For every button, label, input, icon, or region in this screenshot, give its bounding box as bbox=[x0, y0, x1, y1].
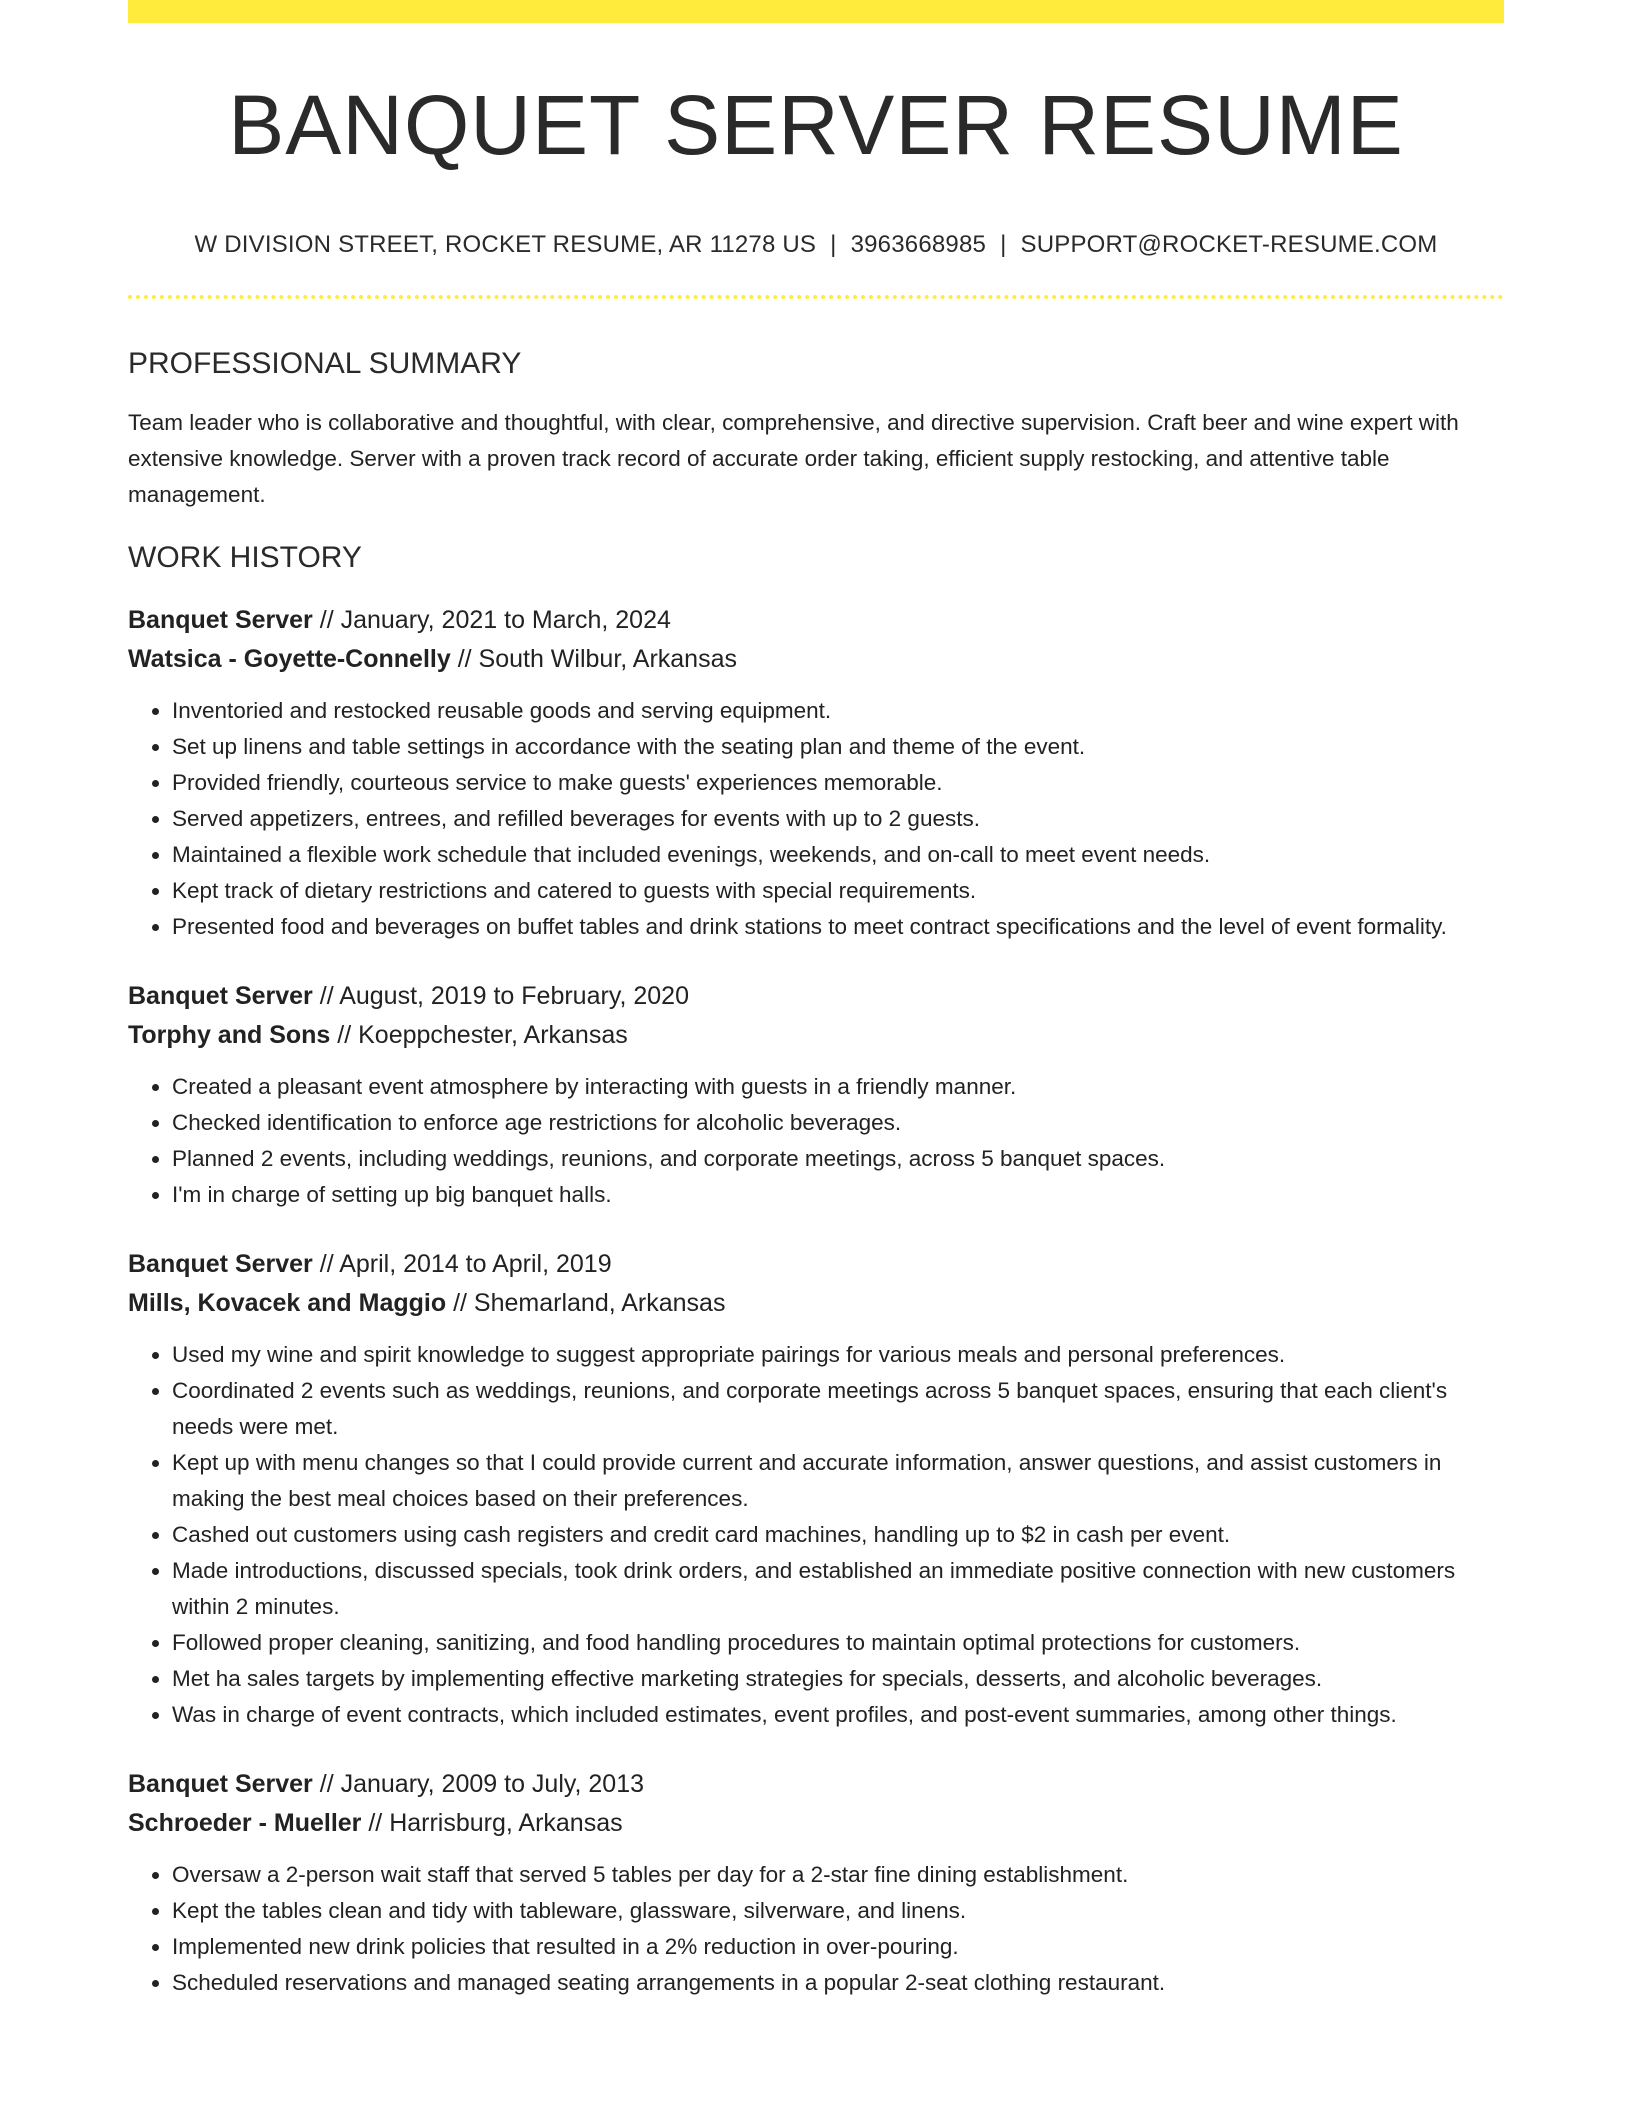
contact-phone: 3963668985 bbox=[850, 231, 987, 258]
accent-bar bbox=[128, 0, 1504, 23]
job-bullet: • Made introductions, discussed specials, took drink orders, and established an immediate positive connection with new customers within 2 minutes. bbox=[172, 1553, 1504, 1625]
job-title: Banquet Server bbox=[128, 982, 313, 1010]
job-bullet: • Kept track of dietary restrictions and catered to guests with special requirements. bbox=[172, 873, 1504, 909]
job-company-line bbox=[128, 640, 1504, 679]
job-title: Banquet Server bbox=[128, 606, 313, 634]
job-company: Watsica - Goyette-Connelly bbox=[128, 645, 451, 673]
job-company-line bbox=[128, 1016, 1504, 1055]
job-bullets bbox=[128, 1857, 1504, 2001]
job-location: // South Wilbur, Arkansas bbox=[450, 645, 737, 673]
job-bullet: • Inventoried and restocked reusable goods and serving equipment. bbox=[172, 693, 1504, 729]
job-bullet: • Presented food and beverages on buffet tables and drink stations to meet contract specifications and the level of event formality. bbox=[172, 909, 1504, 945]
job-bullets bbox=[128, 1069, 1504, 1213]
job-title-line bbox=[128, 1245, 1504, 1284]
job-title-line bbox=[128, 977, 1504, 1016]
job-dates: // January, 2009 to July, 2013 bbox=[312, 1770, 645, 1798]
resume-page bbox=[128, 0, 1504, 2001]
resume-title: BANQUET SERVER RESUME bbox=[228, 78, 1404, 172]
summary-heading: PROFESSIONAL SUMMARY bbox=[128, 347, 522, 380]
job-bullet: • Set up linens and table settings in accordance with the seating plan and theme of the event. bbox=[172, 729, 1504, 765]
job-bullet: • Implemented new drink policies that resulted in a 2% reduction in over-pouring. bbox=[172, 1929, 1504, 1965]
job-location: // Shemarland, Arkansas bbox=[446, 1289, 726, 1317]
job-bullets bbox=[128, 693, 1504, 945]
dotted-divider bbox=[128, 295, 1504, 299]
job-bullet: • Maintained a flexible work schedule that included evenings, weekends, and on-call to meet event needs. bbox=[172, 837, 1504, 873]
contact-line bbox=[128, 233, 1504, 257]
job-dates: // April, 2014 to April, 2019 bbox=[312, 1250, 612, 1278]
job-bullet: • Met ha sales targets by implementing effective marketing strategies for specials, desserts, and alcoholic beverages. bbox=[172, 1661, 1504, 1697]
job-bullet: • Kept up with menu changes so that I could provide current and accurate information, answer questions, and assist customers in making the best meal choices based on their preferences. bbox=[172, 1445, 1504, 1517]
job-bullet: • Used my wine and spirit knowledge to suggest appropriate pairings for various meals and personal preferences. bbox=[172, 1337, 1504, 1373]
job-dates: // January, 2021 to March, 2024 bbox=[312, 606, 671, 634]
job-company: Mills, Kovacek and Maggio bbox=[128, 1289, 447, 1317]
job-company-line bbox=[128, 1804, 1504, 1843]
contact-separator: | bbox=[830, 231, 837, 258]
job-bullet: • Served appetizers, entrees, and refilled beverages for events with up to 2 guests. bbox=[172, 801, 1504, 837]
contact-email: SUPPORT@ROCKET-RESUME.COM bbox=[1020, 231, 1438, 258]
job-entry bbox=[128, 1245, 1504, 1733]
job-title-line bbox=[128, 1765, 1504, 1804]
job-entry bbox=[128, 977, 1504, 1213]
job-bullet: • Provided friendly, courteous service to make guests' experiences memorable. bbox=[172, 765, 1504, 801]
contact-address: W DIVISION STREET, ROCKET RESUME, AR 11278 US bbox=[194, 231, 817, 258]
job-company: Schroeder - Mueller bbox=[128, 1809, 362, 1837]
job-bullet: • Created a pleasant event atmosphere by interacting with guests in a friendly manner. bbox=[172, 1069, 1504, 1105]
job-bullet: • Planned 2 events, including weddings, reunions, and corporate meetings, across 5 banquet spaces. bbox=[172, 1141, 1504, 1177]
job-bullet: • Coordinated 2 events such as weddings, reunions, and corporate meetings across 5 banquet spaces, ensuring that each client's needs were met. bbox=[172, 1373, 1504, 1445]
job-dates: // August, 2019 to February, 2020 bbox=[312, 982, 689, 1010]
job-location: // Koeppchester, Arkansas bbox=[330, 1021, 628, 1049]
summary-text: Team leader who is collaborative and thoughtful, with clear, comprehensive, and directive supervision. Craft beer and wine expert with extensive knowledge. Server with a proven track record of accurate order taking, efficient supply restocking, and attentive table management. bbox=[128, 410, 1459, 507]
job-company-line bbox=[128, 1284, 1504, 1323]
job-bullet: • I'm in charge of setting up big banquet halls. bbox=[172, 1177, 1504, 1213]
job-bullet: • Oversaw a 2-person wait staff that served 5 tables per day for a 2-star fine dining establishment. bbox=[172, 1857, 1504, 1893]
job-title: Banquet Server bbox=[128, 1770, 313, 1798]
job-bullet: • Scheduled reservations and managed seating arrangements in a popular 2-seat clothing restaurant. bbox=[172, 1965, 1504, 2001]
job-location: // Harrisburg, Arkansas bbox=[361, 1809, 623, 1837]
job-bullet: • Followed proper cleaning, sanitizing, and food handling procedures to maintain optimal protections for customers. bbox=[172, 1625, 1504, 1661]
work-history-heading: WORK HISTORY bbox=[128, 541, 362, 574]
job-entry bbox=[128, 1765, 1504, 2001]
job-bullet: • Was in charge of event contracts, which included estimates, event profiles, and post-event summaries, among other things. bbox=[172, 1697, 1504, 1733]
contact-separator: | bbox=[1000, 231, 1007, 258]
job-title: Banquet Server bbox=[128, 1250, 313, 1278]
job-company: Torphy and Sons bbox=[128, 1021, 331, 1049]
job-bullets bbox=[128, 1337, 1504, 1733]
job-bullet: • Cashed out customers using cash registers and credit card machines, handling up to $2 in cash per event. bbox=[172, 1517, 1504, 1553]
job-bullet: • Kept the tables clean and tidy with tableware, glassware, silverware, and linens. bbox=[172, 1893, 1504, 1929]
job-entry bbox=[128, 601, 1504, 945]
job-title-line bbox=[128, 601, 1504, 640]
job-bullet: • Checked identification to enforce age restrictions for alcoholic beverages. bbox=[172, 1105, 1504, 1141]
